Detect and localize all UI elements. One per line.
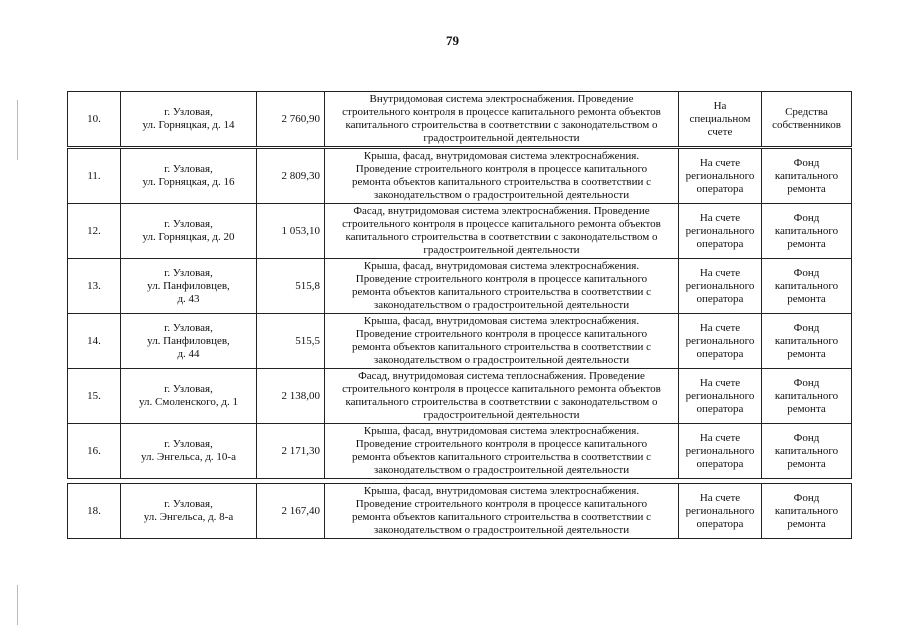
address-cell [121,369,257,424]
works-cell-line: градостроительной деятельности [423,409,580,421]
account-cell-line: регионального [685,169,755,182]
address-cell [121,204,257,259]
works-cell-line: Крыша, фасад, внутридомовая система электроснабжения. [363,150,640,162]
address-cell [121,484,257,539]
funding-source-cell [762,314,852,369]
account-cell [679,314,762,369]
account-cell [679,424,762,479]
account-cell-line: На счете [699,376,741,389]
address-cell-line: г. Узловая, [164,106,213,118]
works-cell-line: законодательством о градостроительной деятельности [373,464,630,476]
funding-source-cell-line: ремонта [787,517,826,530]
address-cell [121,424,257,479]
account-cell [679,369,762,424]
works-cell-line: строительного контроля в процессе капитального ремонта объектов [342,218,661,230]
works-cell-line: Крыша, фасад, внутридомовая система электроснабжения. [363,315,640,327]
funding-source-cell [762,259,852,314]
funding-source-cell-line: Фонд [793,491,820,504]
table-row [67,203,852,259]
works-cell-line: законодательством о градостроительной деятельности [373,354,630,366]
funding-source-cell [762,92,852,147]
address-cell-line: г. Узловая, [164,383,213,395]
funding-source-cell-line: капитального [774,334,839,347]
works-cell [325,92,679,147]
works-cell-line: Крыша, фасад, внутридомовая система электроснабжения. [363,485,640,497]
scan-artifact [17,585,18,625]
account-cell-line: На счете [699,491,741,504]
row-number: 11. [68,149,121,204]
address-cell-line: д. 44 [177,347,200,360]
account-cell [679,484,762,539]
funding-source-cell-line: собственников [772,119,841,131]
address-cell-line: ул. Горняцкая, д. 16 [142,176,235,188]
funding-source-cell [762,149,852,204]
account-cell-line: регионального [685,444,755,457]
works-cell-line: капитального строительства в соответствии с законодательством о [345,231,658,243]
account-cell-line: На счете [699,156,741,169]
works-cell-line: Крыша, фасад, внутридомовая система электроснабжения. [363,425,640,437]
funding-source-cell-line: ремонта [787,237,826,250]
works-cell [325,149,679,204]
funding-source-cell [762,204,852,259]
funding-source-cell [762,484,852,539]
funding-source-cell-line: Фонд [793,211,820,224]
works-cell-line: градостроительной деятельности [423,132,580,144]
address-cell-line: ул. Горняцкая, д. 20 [142,231,235,243]
funding-source-cell-line: ремонта [787,402,826,415]
funding-source-cell-line: ремонта [787,292,826,305]
area-cell: 1 053,10 [257,204,325,259]
works-cell-line: Проведение строительного контроля в процессе капитального [355,273,648,285]
works-cell-line: законодательством о градостроительной деятельности [373,524,630,536]
area-cell: 2 809,30 [257,149,325,204]
account-cell [679,92,762,147]
works-cell-line: Внутридомовая система электроснабжения. Проведение [369,93,634,105]
account-cell-line: оператора [696,517,744,530]
works-cell-line: ремонта объектов капитального строительства в соответствии с [352,341,651,353]
funding-source-cell-line: ремонта [787,457,826,470]
works-cell [325,204,679,259]
funding-source-cell-line: ремонта [787,347,826,360]
account-cell-line: На счете [699,211,741,224]
address-cell-line: ул. Горняцкая, д. 14 [142,119,235,131]
address-cell [121,92,257,147]
works-cell-line: градостроительной деятельности [423,244,580,256]
account-cell-line: На [713,99,727,112]
funding-source-cell-line: капитального [774,279,839,292]
funding-source-cell-line: капитального [774,444,839,457]
account-cell-line: На счете [699,431,741,444]
account-cell-line: специальном [689,112,751,125]
row-number: 13. [68,259,121,314]
table-row [67,423,852,479]
address-cell [121,314,257,369]
table-row [67,368,852,424]
table-row [67,313,852,369]
works-cell [325,314,679,369]
table-row [67,148,852,204]
scan-artifact [17,100,18,160]
row-number: 18. [68,484,121,539]
area-cell: 515,8 [257,259,325,314]
address-cell-line: г. Узловая, [164,438,213,450]
works-cell [325,484,679,539]
funding-source-cell-line: Фонд [793,266,820,279]
funding-source-cell-line: Фонд [793,321,820,334]
works-cell-line: Проведение строительного контроля в процессе капитального [355,438,648,450]
address-cell-line: ул. Панфиловцев, [147,334,230,347]
works-cell-line: капитального строительства в соответствии с законодательством о [345,396,658,408]
funding-source-cell-line: Фонд [793,431,820,444]
area-cell: 2 167,40 [257,484,325,539]
account-cell-line: На счете [699,266,741,279]
works-cell-line: Фасад, внутридомовая система теплоснабжения. Проведение [358,370,645,382]
works-cell-line: Крыша, фасад, внутридомовая система электроснабжения. [363,260,640,272]
row-number: 15. [68,369,121,424]
works-cell-line: законодательством о градостроительной деятельности [373,189,630,201]
account-cell [679,149,762,204]
table-row [67,258,852,314]
funding-source-cell-line: капитального [774,389,839,402]
address-cell-line: г. Узловая, [164,498,213,510]
table-row [67,91,852,147]
works-cell-line: законодательством о градостроительной деятельности [373,299,630,311]
works-cell [325,259,679,314]
funding-source-cell-line: капитального [774,169,839,182]
account-cell-line: оператора [696,182,744,195]
works-cell-line: Проведение строительного контроля в процессе капитального [355,163,648,175]
address-cell-line: ул. Панфиловцев, [147,279,230,292]
table-row [67,483,852,539]
account-cell [679,204,762,259]
address-cell [121,259,257,314]
funding-source-cell-line: ремонта [787,182,826,195]
funding-source-cell [762,369,852,424]
works-cell-line: Фасад, внутридомовая система электроснабжения. Проведение [353,205,650,217]
funding-source-cell-line: Фонд [793,376,820,389]
account-cell-line: регионального [685,334,755,347]
account-cell-line: оператора [696,402,744,415]
account-cell-line: оператора [696,237,744,250]
works-cell-line: Проведение строительного контроля в процессе капитального [355,328,648,340]
address-cell-line: ул. Энгельса, д. 10-а [141,451,236,463]
area-cell: 2 760,90 [257,92,325,147]
funding-source-cell [762,424,852,479]
account-cell-line: На счете [699,321,741,334]
address-cell-line: г. Узловая, [164,266,213,279]
works-cell-line: капитального строительства в соответствии с законодательством о [345,119,658,131]
funding-source-cell-line: капитального [774,224,839,237]
address-cell-line: г. Узловая, [164,321,213,334]
account-cell-line: счете [707,125,733,138]
works-cell-line: ремонта объектов капитального строительства в соответствии с [352,176,651,188]
address-cell-line: ул. Энгельса, д. 8-а [143,511,234,523]
row-number: 12. [68,204,121,259]
row-number: 16. [68,424,121,479]
works-cell-line: ремонта объектов капитального строительства в соответствии с [352,286,651,298]
page-number: 79 [446,33,459,48]
works-cell-line: Проведение строительного контроля в процессе капитального [355,498,648,510]
address-cell-line: ул. Смоленского, д. 1 [139,396,238,408]
funding-source-cell-line: Средства [785,106,828,118]
account-cell-line: регионального [685,224,755,237]
area-cell: 515,5 [257,314,325,369]
row-number: 10. [68,92,121,147]
account-cell-line: оператора [696,457,744,470]
area-cell: 2 138,00 [257,369,325,424]
works-cell [325,369,679,424]
works-cell [325,424,679,479]
address-cell-line: д. 43 [177,292,200,305]
account-cell-line: регионального [685,389,755,402]
account-cell [679,259,762,314]
works-cell-line: ремонта объектов капитального строительства в соответствии с [352,451,651,463]
account-cell-line: оператора [696,292,744,305]
works-cell-line: ремонта объектов капитального строительства в соответствии с [352,511,651,523]
address-cell [121,149,257,204]
area-cell: 2 171,30 [257,424,325,479]
address-cell-line: г. Узловая, [164,163,213,175]
account-cell-line: регионального [685,279,755,292]
account-cell-line: оператора [696,347,744,360]
works-cell-line: строительного контроля в процессе капитального ремонта объектов [342,383,661,395]
address-cell-line: г. Узловая, [164,218,213,230]
funding-source-cell-line: Фонд [793,156,820,169]
funding-source-cell-line: капитального [774,504,839,517]
account-cell-line: регионального [685,504,755,517]
works-cell-line: строительного контроля в процессе капитального ремонта объектов [342,106,661,118]
row-number: 14. [68,314,121,369]
